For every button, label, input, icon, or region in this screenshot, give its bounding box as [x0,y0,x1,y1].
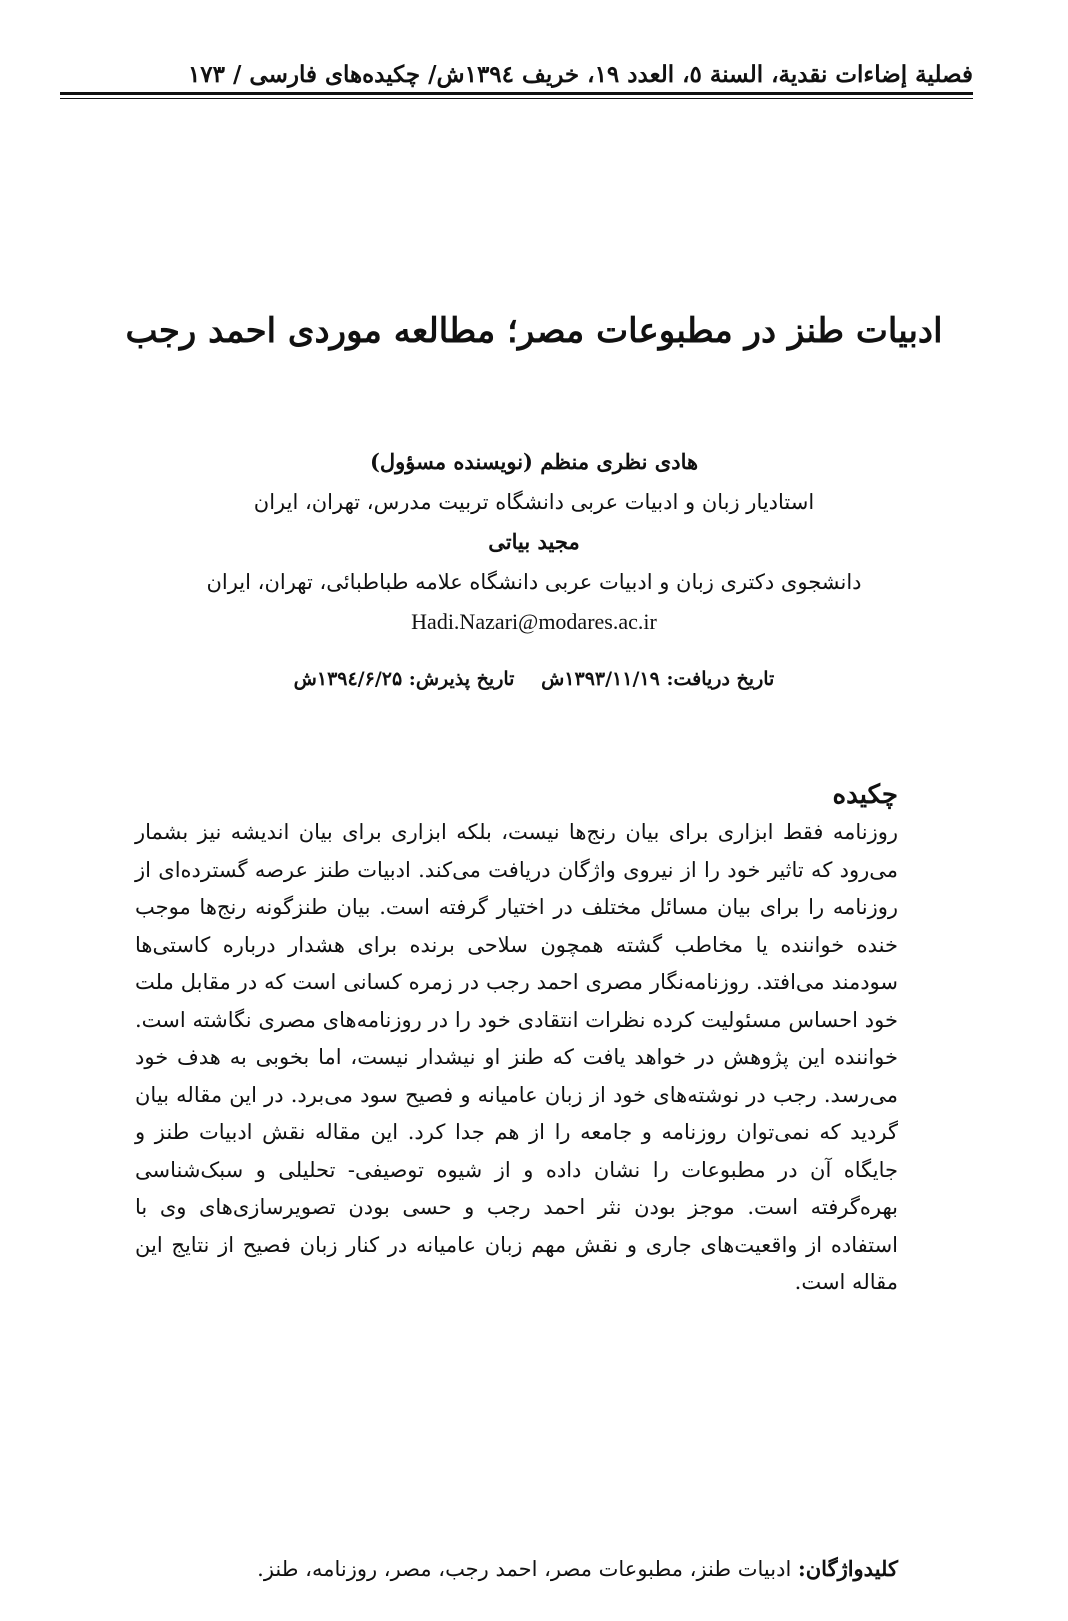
abstract-heading: چکیده [832,780,898,810]
article-title: ادبیات طنز در مطبوعات مصر؛ مطالعه موردی احمد رجب [125,311,943,351]
author-block [100,442,968,642]
author-2-name: مجید بیاتی [488,529,580,554]
running-header-text: فصلية إضاءات نقدية، السنة ٥، العدد ١٩، خريف ١٣٩٤ش/ چکیده‌های فارسی / ١٧٣ [187,61,973,88]
keywords [135,1550,898,1588]
accepted-date: تاریخ پذیرش: ١٣٩٤/۶/٢۵ش [293,668,515,690]
received-date: تاریخ دریافت: ١٣٩٣/١١/١٩ش [541,668,775,690]
author-1-name: هادی نظری منظم (نویسنده مسؤول) [369,449,699,474]
keywords-label: کلیدواژگان: [798,1556,898,1581]
author-1-affiliation: استادیار زبان و ادبیات عربی دانشگاه تربیت مدرس، تهران، ایران [253,490,815,514]
running-header [60,44,973,88]
author-email[interactable]: Hadi.Nazari@modares.ac.ir [411,609,657,634]
header-rule-thin [60,98,973,99]
keywords-text: ادبیات طنز، مطبوعات مصر، احمد رجب، مصر، روزنامه، طنز. [257,1557,792,1581]
article-dates [100,668,968,690]
abstract-body: روزنامه فقط ابزاری برای بیان رنج‌ها نیست، بلکه ابزاری برای بیان اندیشه نیز بشمار می‌رود که تاثیر خود را از نیروی واژگان دریافت می‌کند. ادبیات طنز عرصه گسترده‌ای از روزنامه را برای بیان مسائل مختلف در اختیار گرفته است. بیان طنزگونه رنج‌ها موجب خنده خواننده یا مخاطب گشته همچون سلاحی برنده برای هشدار درباره کاستی‌ها سودمند می‌افتد. روزنامه‌نگار مصری احمد رجب در زمره کسانی است که در مقابل ملت خود احساس مسئولیت کرده نظرات انتقادی خود را در روزنامه‌های مصری نگاشته است. خواننده این پژوهش در خواهد یافت که طنز او نیشدار نیست، اما بخوبی به هدف خود می‌رسد. رجب در نوشته‌های خود از زبان عامیانه و فصیح سود می‌برد. در این مقاله بیان گردید که نمی‌توان روزنامه و جامعه را از هم جدا کرد. این مقاله نقش ادبیات طنز و جایگاه آن در مطبوعات را نشان داده و از شیوه توصیفی- تحلیلی و سبک‌شناسی بهره‌گرفته است. موجز بودن نثر احمد رجب و حسی بودن تصویرسازی‌های وی با استفاده از واقعیت‌های جاری و نقش مهم زبان عامیانه در کنار زبان فصیح از نتایج این مقاله است. [135,820,898,1294]
author-2-affiliation: دانشجوی دکتری زبان و ادبیات عربی دانشگاه علامه طباطبائی، تهران، ایران [206,570,862,594]
header-rule-thick [60,92,973,95]
